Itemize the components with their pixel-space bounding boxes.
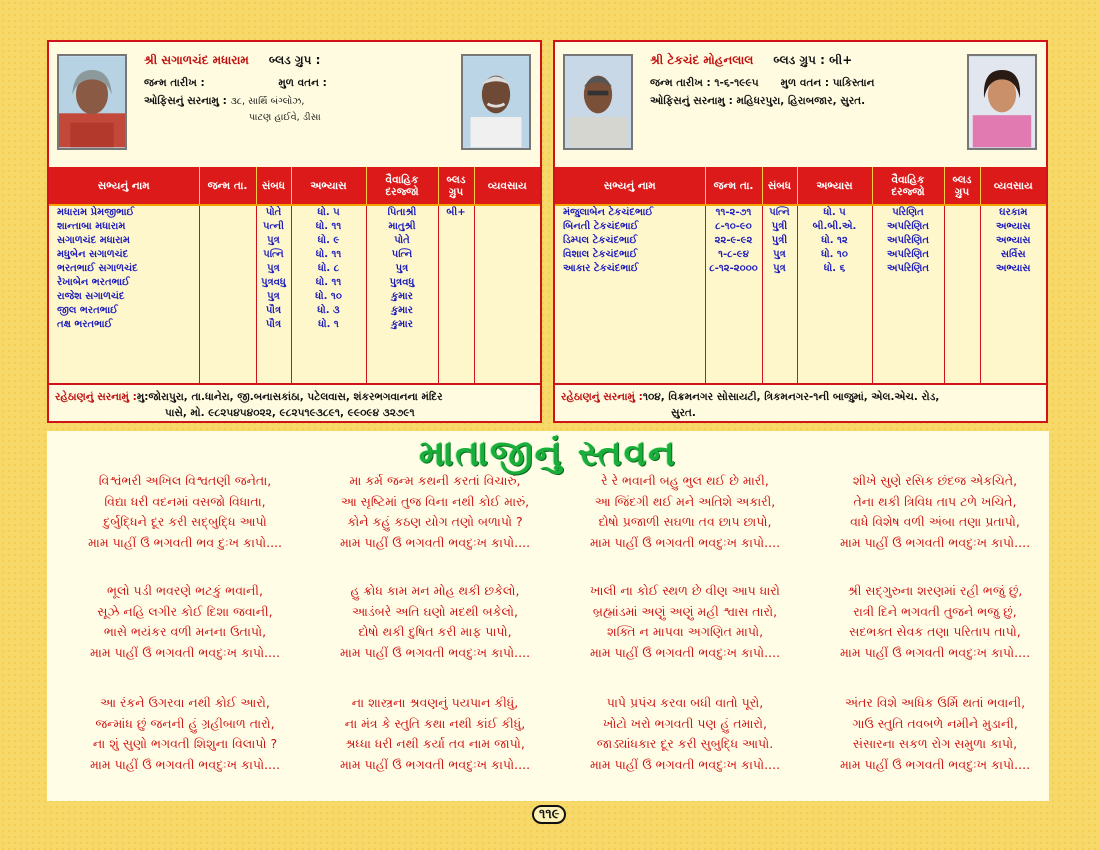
verse-line: આડંબરે અતિ ઘણો મદથી બકેલો, [351, 603, 519, 619]
table-cell: ધો. ૫ [291, 205, 366, 220]
table-cell: પોતે [366, 234, 438, 248]
head-name: શ્રી ટેકચંદ મોહનલાલ [650, 53, 754, 67]
table-row [49, 262, 540, 276]
table-row [49, 248, 540, 262]
head-name: શ્રી સગાળચંદ મધારામ [144, 53, 249, 67]
verse-line: રાત્રી દિને ભગવતી તુજને ભજુ છું, [853, 603, 1017, 619]
table-cell: પુત્રવધુ [256, 276, 291, 290]
verse-line: શક્તિ ન માપવા અગણિત માપો, [606, 624, 764, 639]
residence-address [49, 383, 540, 421]
woman-photo-icon [57, 54, 127, 150]
verse-line: રે રે ભવાની બહુ ભુલ થઈ છે મારી, [601, 473, 769, 488]
table-cell: ધો. ૮ [291, 262, 366, 276]
col-header: સંબધ [256, 167, 291, 205]
table-cell: ધો. ૧૧ [291, 220, 366, 234]
table-cell: અપરિણિત [872, 234, 944, 248]
verse-block [810, 693, 1060, 775]
verse-block [60, 471, 310, 553]
col-header: બ્લડ ગ્રુપ [944, 167, 980, 205]
verse-line: જાડ્યાંધકાર દૂર કરી સુબુદ્ધિ આપો. [596, 736, 774, 751]
table-cell [199, 332, 256, 385]
table-cell [199, 290, 256, 304]
table-filler-row [49, 332, 540, 385]
table-row [555, 234, 1046, 248]
col-header: અભ્યાસ [797, 167, 872, 205]
table-cell [762, 276, 797, 385]
office-line1: મહિધરપુરા, હિરાબજાર, સુરત. [736, 95, 866, 107]
table-cell: અપરિણિત [872, 220, 944, 234]
stavan-section [47, 431, 1049, 801]
table-cell: પૌત્ર [256, 304, 291, 318]
verse-block [60, 581, 310, 663]
table-cell [944, 205, 980, 220]
col-header: બ્લડ ગ્રુપ [438, 167, 474, 205]
table-cell [944, 276, 980, 385]
table-cell: શાન્તાબા મધારામ [49, 220, 199, 234]
residence-line1: મુ:જોરાપુરા, તા.ધાનેરા, જી.બનાસકાંઠા, પટેલવાસ, શંકરભગવાનના મંદિર [136, 391, 443, 403]
table-cell: ૧૧-૨-૭૧ [705, 205, 762, 220]
verse-line: ખાલી ના કોઈ સ્થળ છે વીણ આપ ધારો [590, 583, 780, 598]
verse-line: કોને કહું કઠણ યોગ તણો બળાપો ? [347, 514, 523, 529]
table-header-row [49, 167, 540, 205]
table-cell: મધારામ પ્રેમજીભાઈ [49, 205, 199, 220]
verse-line: ના શું સુણો ભગવતી શિશુના વિલાપો ? [92, 736, 278, 751]
table-cell: ધો. ૧૨ [797, 234, 872, 248]
verse-line: સદભક્ત સેવક તણા પરિતાપ તાપો, [849, 624, 1021, 639]
table-cell: પુત્રી [762, 220, 797, 234]
table-cell [199, 205, 256, 220]
family-table [49, 167, 540, 385]
table-cell: પુત્રવધુ [366, 276, 438, 290]
table-cell: અભ્યાસ [995, 235, 1031, 246]
table-cell [872, 276, 944, 385]
table-cell: અભ્યાસ [995, 221, 1031, 232]
table-cell [366, 332, 438, 385]
man-photo-icon [563, 54, 633, 150]
col-header: વ્યવસાય [474, 167, 540, 205]
native-label: મુળ વતન : [780, 77, 830, 89]
table-cell: ધો. ૫ [797, 205, 872, 220]
blood-group-label: બ્લડ ગ્રુપ : [268, 53, 321, 67]
table-cell [474, 332, 540, 385]
table-cell [944, 248, 980, 262]
card-header [49, 42, 540, 167]
verse-block [60, 693, 310, 775]
table-cell: કુમાર [366, 290, 438, 304]
table-row [49, 205, 540, 220]
office-label: ઓફિસનું સરનામુ : [144, 95, 227, 107]
table-cell: પુત્ર [762, 262, 797, 276]
woman-photo-icon [967, 54, 1037, 150]
table-cell: ધો. ૬ [797, 262, 872, 276]
verse-line: દોષો પ્રજાળી સઘળા તવ છાપ છાપો, [598, 514, 772, 529]
table-cell: કુમાર [366, 318, 438, 332]
col-header: જન્મ તા. [199, 167, 256, 205]
col-header: સંબધ [762, 167, 797, 205]
table-row [49, 318, 540, 332]
residence-label: રહેઠાણનું સરનામું : [561, 391, 643, 403]
verse-line: મામ પાહીં ઉઁ ભગવતી ભવદુઃખ કાપો.... [339, 534, 531, 550]
stavan-title: માતાજીનું સ્તવન [419, 433, 677, 474]
verse-line: મામ પાહીં ઉઁ ભગવતી ભવદુઃખ કાપો.... [89, 644, 281, 660]
verse-block [310, 693, 560, 775]
table-cell [438, 304, 474, 318]
table-cell: અપરિણિત [872, 248, 944, 262]
table-row [555, 262, 1046, 276]
table-cell: બી.બી.એ. [797, 220, 872, 234]
table-cell: ધો. ૩ [291, 304, 366, 318]
verse-line: મા કર્મ જન્મ કથની કરતાં વિચારું, [349, 473, 521, 488]
verse-line: આ જિંદગી થઈ મને અતિશે અકારી, [594, 493, 776, 509]
table-cell [705, 276, 762, 385]
table-cell: પુત્ર [366, 262, 438, 276]
table-cell: તક્ષ ભરતભાઈ [49, 318, 199, 332]
col-header: સભ્યનું નામ [555, 167, 705, 205]
dob-row [650, 77, 874, 90]
verse-line: મામ પાહીં ઉઁ ભગવતી ભવદુઃખ કાપો.... [839, 756, 1031, 772]
verse-line: મામ પાહીં ઉઁ ભગવતી ભવ દુઃખ કાપો.... [87, 534, 283, 550]
table-row [49, 234, 540, 248]
verse-line: વાધે વિશેષ વળી અંબા તણા પ્રતાપો, [850, 514, 1020, 529]
table-cell [474, 220, 540, 234]
verse-line: જન્માંધ છું જનની હું ગ્રહીબાળ તારો, [95, 715, 275, 731]
table-cell: આકાર ટેકચંદભાઈ [555, 262, 705, 276]
verse-line: વિશ્વંભરી અખિલ વિશ્વતણી જનેતા, [98, 473, 272, 488]
man-photo-icon [461, 54, 531, 150]
table-cell: ૧-૮-૯૪ [705, 248, 762, 262]
table-cell: પરિણિત [872, 205, 944, 220]
table-row [49, 304, 540, 318]
table-cell [199, 262, 256, 276]
verse-block [810, 471, 1060, 553]
table-cell: પત્નિ [762, 205, 797, 220]
table-row [555, 220, 1046, 234]
verse-line: ભૂલો પડી ભવરણે ભટકું ભવાની, [107, 583, 263, 598]
residence-line1: ૧૦૪, વિક્રમનગર સોસાયટી, ત્રિકમનગર-૧ની બાજુમાં, એલ.એચ. રોડ, [642, 391, 940, 403]
verse-line: મામ પાહીં ઉઁ ભગવતી ભવદુઃખ કાપો.... [589, 534, 781, 550]
table-cell [256, 332, 291, 385]
table-cell: સગાળચંદ મધારામ [49, 234, 199, 248]
dob-row [144, 77, 327, 90]
verse-line: પાપે પ્રપંચ કરવા બધી વાતો પૂરો, [606, 695, 764, 710]
table-cell [944, 234, 980, 248]
verse-line: આ રંકને ઉગરવા નથી કોઈ આરો, [100, 695, 270, 710]
table-row [555, 205, 1046, 220]
table-cell: ધો. ૧૦ [797, 248, 872, 262]
office-line2: પાટણ હાઈવે, ડીસા [249, 112, 321, 123]
table-row [49, 276, 540, 290]
table-cell [474, 262, 540, 276]
table-cell [474, 248, 540, 262]
table-cell: કુમાર [366, 304, 438, 318]
table-cell [474, 318, 540, 332]
table-cell: પુત્ર [256, 234, 291, 248]
verse-line: દોષો થકી દુષિત કરી માફ પાપો, [358, 624, 512, 639]
table-cell: પિતાશ્રી [366, 205, 438, 220]
col-header: વૈવાહિક દરજ્જો [872, 167, 944, 205]
native-label: મુળ વતન : [278, 77, 327, 89]
verse-line: શ્રધ્ધા ધરી નથી કર્યા તવ નામ જાપો, [345, 736, 525, 751]
verse-line: બ્રહ્માંડમાં અણું અણું મહી શ્વાસ તારો, [592, 603, 778, 619]
verse-line: અંતર વિશે અધિક ઉર્મિ થતાં ભવાની, [844, 695, 1026, 710]
table-cell [474, 290, 540, 304]
table-cell [199, 276, 256, 290]
table-cell: વિશાલ ટેકચંદભાઈ [555, 248, 705, 262]
page-number: ૧૧૯ [532, 805, 566, 824]
table-cell [199, 304, 256, 318]
table-cell: ૮-૧૨-૨૦૦૦ [705, 262, 762, 276]
table-cell: ધો. ૧૧ [291, 248, 366, 262]
table-cell: માતુશ્રી [366, 220, 438, 234]
table-cell: અભ્યાસ [995, 263, 1031, 274]
residence-label: રહેઠાણનું સરનામું : [55, 391, 137, 403]
table-header-row [555, 167, 1046, 205]
verse-line: મામ પાહીં ઉઁ ભગવતી ભવદુઃખ કાપો.... [589, 644, 781, 660]
table-cell [438, 332, 474, 385]
table-cell: ૮-૧૦-૯૦ [705, 220, 762, 234]
table-cell [291, 332, 366, 385]
table-cell [555, 276, 705, 385]
verse-line: સંસારના સકળ રોગ સમુળા કાપો, [852, 736, 1018, 751]
table-cell: પુત્ર [762, 248, 797, 262]
table-cell: ડિમ્પલ ટેકચંદભાઈ [555, 234, 705, 248]
verse-line: શીખે સુણે રસિક છંદજ એકચિતે, [852, 473, 1018, 488]
verse-block [310, 471, 560, 553]
office-row [144, 95, 304, 108]
table-cell [199, 318, 256, 332]
table-cell: પુત્ર [256, 290, 291, 304]
verse-block [810, 581, 1060, 663]
table-cell: સર્વિસ [1000, 249, 1026, 260]
table-cell [199, 248, 256, 262]
table-cell [438, 220, 474, 234]
table-cell [980, 276, 1046, 385]
table-cell: બિનતી ટેકચંદભાઈ [555, 220, 705, 234]
verse-line: આ સૃષ્ટિમાં તુજ વિના નથી કોઈ મારું, [340, 493, 530, 509]
table-cell [944, 220, 980, 234]
blood-group-label: બ્લડ ગ્રુપ : [773, 53, 825, 67]
native-value: પાકિસ્તાન [832, 77, 875, 89]
table-cell: પત્ની [256, 220, 291, 234]
office-row [650, 95, 865, 108]
residence-line2: સુરત. [671, 407, 696, 419]
verse-line: મામ પાહીં ઉઁ ભગવતી ભવદુઃખ કાપો.... [589, 756, 781, 772]
col-header: સભ્યનું નામ [49, 167, 199, 205]
verse-line: મામ પાહીં ઉઁ ભગવતી ભવદુઃખ કાપો.... [339, 756, 531, 772]
table-cell [199, 220, 256, 234]
office-label: ઓફિસનું સરનામુ : [650, 95, 733, 107]
office-line1: ૩૮, સાર્થિ બંગ્લોઝ, [230, 96, 305, 107]
verse-line: મામ પાહીં ઉઁ ભગવતી ભવદુઃખ કાપો.... [339, 644, 531, 660]
verse-line: ના શાસ્ત્રના શ્રવણનું પયપાન કીધું, [351, 695, 519, 710]
table-cell: ધો. ૯ [291, 234, 366, 248]
verse-line: મામ પાહીં ઉઁ ભગવતી ભવદુઃખ કાપો.... [839, 644, 1031, 660]
table-row [555, 248, 1046, 262]
table-cell [49, 332, 199, 385]
table-cell [438, 290, 474, 304]
verse-block [560, 693, 810, 775]
table-cell [797, 276, 872, 385]
table-cell: ઘરકામ [999, 207, 1028, 218]
table-cell [438, 262, 474, 276]
verse-line: ખોટો ખરો ભગવતી પણ હું તમારો, [603, 715, 767, 731]
col-header: જન્મ તા. [705, 167, 762, 205]
verse-block [310, 581, 560, 663]
verse-block [560, 581, 810, 663]
verse-line: દુર્બુદ્ધિને દૂર કરી સદ્બુદ્ધિ આપો [103, 514, 267, 529]
table-cell [474, 276, 540, 290]
residence-line2: પાસે, મો. ૯૮૨૫૪૫૪૦૨૨, ૯૮૨૫૧૯૩૮૯૧, ૯૯૦૯૪ ૩૨૭૯૧ [165, 407, 415, 419]
table-cell [199, 234, 256, 248]
table-filler-row [555, 276, 1046, 385]
verse-line: શ્રી સદ્ગુરુના શરણમાં રહી ભજું છું, [847, 583, 1023, 598]
table-cell: બી+ [438, 205, 474, 220]
table-cell: ભરતભાઈ સગાળચંદ [49, 262, 199, 276]
col-header: વ્યવસાય [980, 167, 1046, 205]
head-title-row [144, 53, 320, 68]
verse-block [560, 471, 810, 553]
table-cell [438, 248, 474, 262]
table-cell: ધો. ૧૦ [291, 290, 366, 304]
table-cell: ૨૨-૯-૯૨ [705, 234, 762, 248]
table-cell [944, 262, 980, 276]
table-cell: પુત્ર [256, 262, 291, 276]
table-cell: જીલ ભરતભાઈ [49, 304, 199, 318]
table-cell: મંજુલાબેન ટેકચંદભાઈ [555, 205, 705, 220]
table-cell: પત્નિ [256, 248, 291, 262]
verse-line: વિદ્યા ધરી વદનમાં વસજો વિધાતા, [104, 493, 266, 509]
verse-line: તેના થકી ત્રિવિધ તાપ ટળે ખચિતે, [853, 493, 1017, 509]
verse-line: મામ પાહીં ઉઁ ભગવતી ભવદુઃખ કાપો.... [839, 534, 1031, 550]
verse-line: ભાસે ભયંકર વળી મનના ઉતાપો, [103, 624, 267, 639]
family-table [555, 167, 1046, 385]
verse-line: મામ પાહીં ઉઁ ભગવતી ભવદુઃખ કાપો.... [89, 756, 281, 772]
table-cell [474, 234, 540, 248]
table-cell [438, 276, 474, 290]
verse-line: સૂઝે નહિ લગીર કોઈ દિશા જવાની, [97, 603, 273, 619]
table-row [49, 290, 540, 304]
dob-label: જન્મ તારીખ : [144, 77, 205, 89]
verse-line: હુ ક્રોધ કામ મન મોહ થકી છકેલો, [350, 583, 520, 598]
dob-label: જન્મ તારીખ : [650, 77, 711, 89]
head-title-row [650, 53, 852, 68]
dob-value: ૧-૬-૧૯૯૫ [714, 77, 759, 89]
table-cell [474, 304, 540, 318]
table-cell: ધો. ૧૧ [291, 276, 366, 290]
table-cell [438, 318, 474, 332]
table-cell: રાજેશ સગાળચંદ [49, 290, 199, 304]
blood-group-value: બી+ [829, 53, 853, 67]
table-cell: ધો. ૧ [291, 318, 366, 332]
card-header [555, 42, 1046, 167]
verse-line: ગાઉ સ્તુતિ તવબળે નમીને મુડાની, [852, 715, 1018, 731]
table-cell: પૌત્ર [256, 318, 291, 332]
family-card-left [47, 40, 542, 423]
col-header: વૈવાહિક દરજ્જો [366, 167, 438, 205]
residence-address [555, 383, 1046, 421]
table-cell [438, 234, 474, 248]
verse-line: ના મંત્ર કે સ્તુતિ કથા નથી કાંઈ કીધું, [344, 715, 526, 731]
table-cell: પત્નિ [366, 248, 438, 262]
table-cell: મધુબેન સગાળચંદ [49, 248, 199, 262]
col-header: અભ્યાસ [291, 167, 366, 205]
table-row [49, 220, 540, 234]
table-cell: પોતે [256, 205, 291, 220]
table-cell: રેખાબેન ભરતભાઈ [49, 276, 199, 290]
table-cell: અપરિણિત [872, 262, 944, 276]
table-cell [474, 205, 540, 220]
table-cell: પુત્રી [762, 234, 797, 248]
family-card-right [553, 40, 1048, 423]
